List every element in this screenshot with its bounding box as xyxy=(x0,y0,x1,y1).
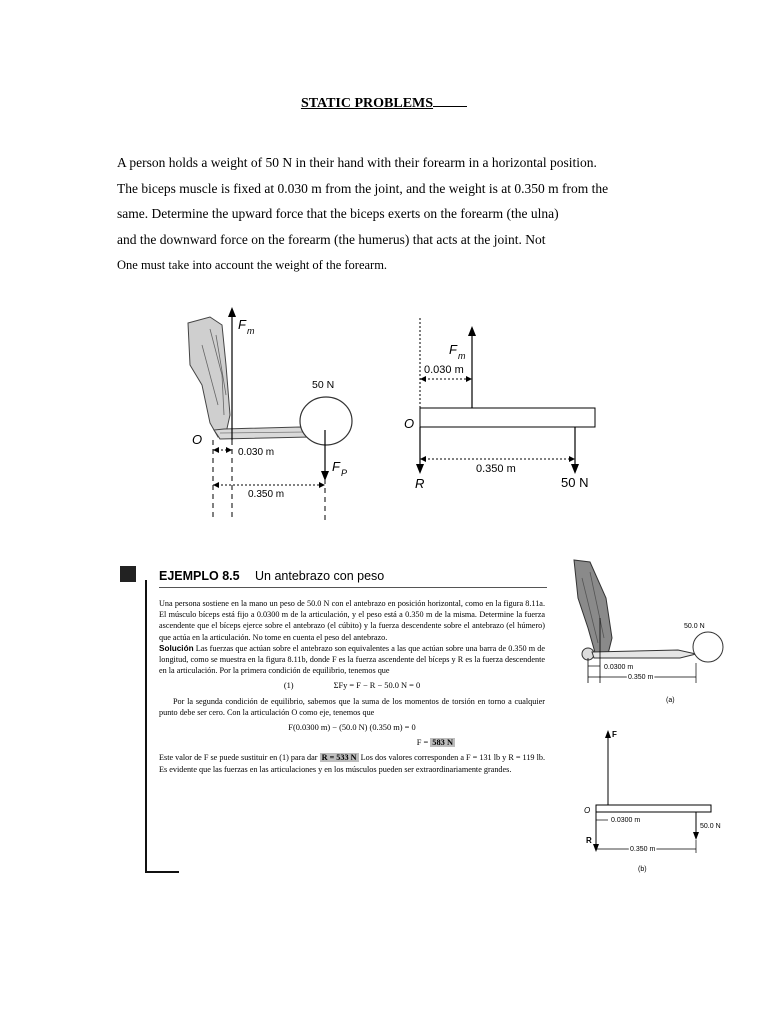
fig-a-weight: 50.0 N xyxy=(684,623,705,630)
r-result: R = 533 N xyxy=(321,753,357,763)
example-badge-icon xyxy=(120,566,136,582)
weight-label: 50 N xyxy=(312,379,335,391)
example-para-4a: Este valor de F se puede sustituir en (1) para dar xyxy=(159,753,318,763)
arm-diagram xyxy=(180,305,360,525)
fp-subscript: P xyxy=(341,468,348,478)
fig-b-d2: 0.350 m xyxy=(630,846,656,853)
example-para-1: Una persona sostiene en la mano un peso de 50.0 N con el antebrazo en posición horizontal, como en la figura 8.11a. El músculo bíceps está fijo a 0.0300 m de la articulación, y el peso está a 0.350 m de la misma. Determine la fuerza ascendente que el bíceps ejerce sobre el antebrazo (el cúbito) y la fuerza descendente sobre el antebrazo (el húmero) que actúa en la articulación. No tome en cuenta el peso del antebrazo. xyxy=(159,599,545,642)
problem-line-3: same. Determine the upward force that the biceps exerts on the forearm (the ulna) xyxy=(117,206,559,221)
problem-line-4: and the downward force on the forearm (the humerus) that acts at the joint. Not xyxy=(117,232,546,247)
solucion-label: Solución xyxy=(159,643,194,653)
eq1: ΣFy = F − R − 50.0 N = 0 xyxy=(333,681,421,691)
problem-line-1: A person holds a weight of 50 N in their hand with their forearm in a horizontal position. xyxy=(117,155,597,170)
dim-0030-label: 0.030 m xyxy=(238,447,275,458)
fm-subscript-beam: m xyxy=(458,351,466,361)
fig-b-caption: (b) xyxy=(638,866,647,873)
example-para-2: Las fuerzas que actúan sobre el antebrazo son equivalentes a las que actúan sobre una barra de 0.350 m de longitud, como se muestra en la figura 8.11b, donde F es la fuerza ascendente del bíceps y R es la fuerza descendente en la articulación. Por la primera condición de equilibrio, tenemos que xyxy=(159,643,545,676)
eq3-lhs: F = xyxy=(416,738,429,748)
example-block xyxy=(147,562,547,874)
joint-o-label: O xyxy=(192,432,203,447)
example-heading: EJEMPLO 8.5 xyxy=(159,569,240,583)
problem-line-5: One must take into account the weight of the forearm. xyxy=(117,258,388,272)
fig-a-d1: 0.0300 m xyxy=(604,664,634,671)
figure-b xyxy=(578,725,738,875)
dim-0350-beam: 0.350 m xyxy=(476,463,516,475)
fig-b-w: 50.0 N xyxy=(700,823,721,830)
fig-b-d1: 0.0300 m xyxy=(611,817,641,824)
problem-line-2: The biceps muscle is fixed at 0.030 m from the joint, and the weight is at 0.350 m from the xyxy=(117,181,609,196)
fm-label: F xyxy=(238,317,246,332)
fp-label: F xyxy=(332,459,340,474)
example-subtitle: Un antebrazo con peso xyxy=(255,569,385,583)
o-label-beam: O xyxy=(404,416,415,431)
fm-subscript: m xyxy=(247,326,255,336)
fig-b-f: F xyxy=(612,730,617,739)
eq2: F(0.0300 m) − (50.0 N) (0.350 m) = 0 xyxy=(288,723,416,733)
fig-a-caption: (a) xyxy=(666,697,675,704)
r-label-beam: R xyxy=(415,476,425,491)
figure-a xyxy=(568,558,728,708)
dim-0350-label: 0.350 m xyxy=(248,489,285,500)
fm-label-beam: F xyxy=(449,342,457,357)
weight-label-beam: 50 N xyxy=(561,475,589,490)
dim-0030-beam: 0.030 m xyxy=(424,364,464,376)
page-title: STATIC PROBLEMS xyxy=(0,94,768,112)
example-para-4b: Los dos valores corresponden a F = 131 lb y R = 119 lb. Es evidente que las fuerzas en las articulaciones y en los músculos pueden ser extraordinariamente grandes. xyxy=(159,753,546,774)
fig-a-d2: 0.350 m xyxy=(628,674,654,681)
fig-b-o: O xyxy=(584,806,591,815)
example-para-3: Por la segunda condición de equilibrio, sabemos que la suma de los momentos de torsión en torno a cualquier punto debe ser cero. Con la articulación O como eje, tenemos que xyxy=(159,696,545,717)
eq3-value: 583 N xyxy=(432,738,453,748)
eq1-number: (1) xyxy=(283,681,294,691)
fig-b-r: R xyxy=(586,836,592,845)
beam-diagram xyxy=(398,318,608,498)
